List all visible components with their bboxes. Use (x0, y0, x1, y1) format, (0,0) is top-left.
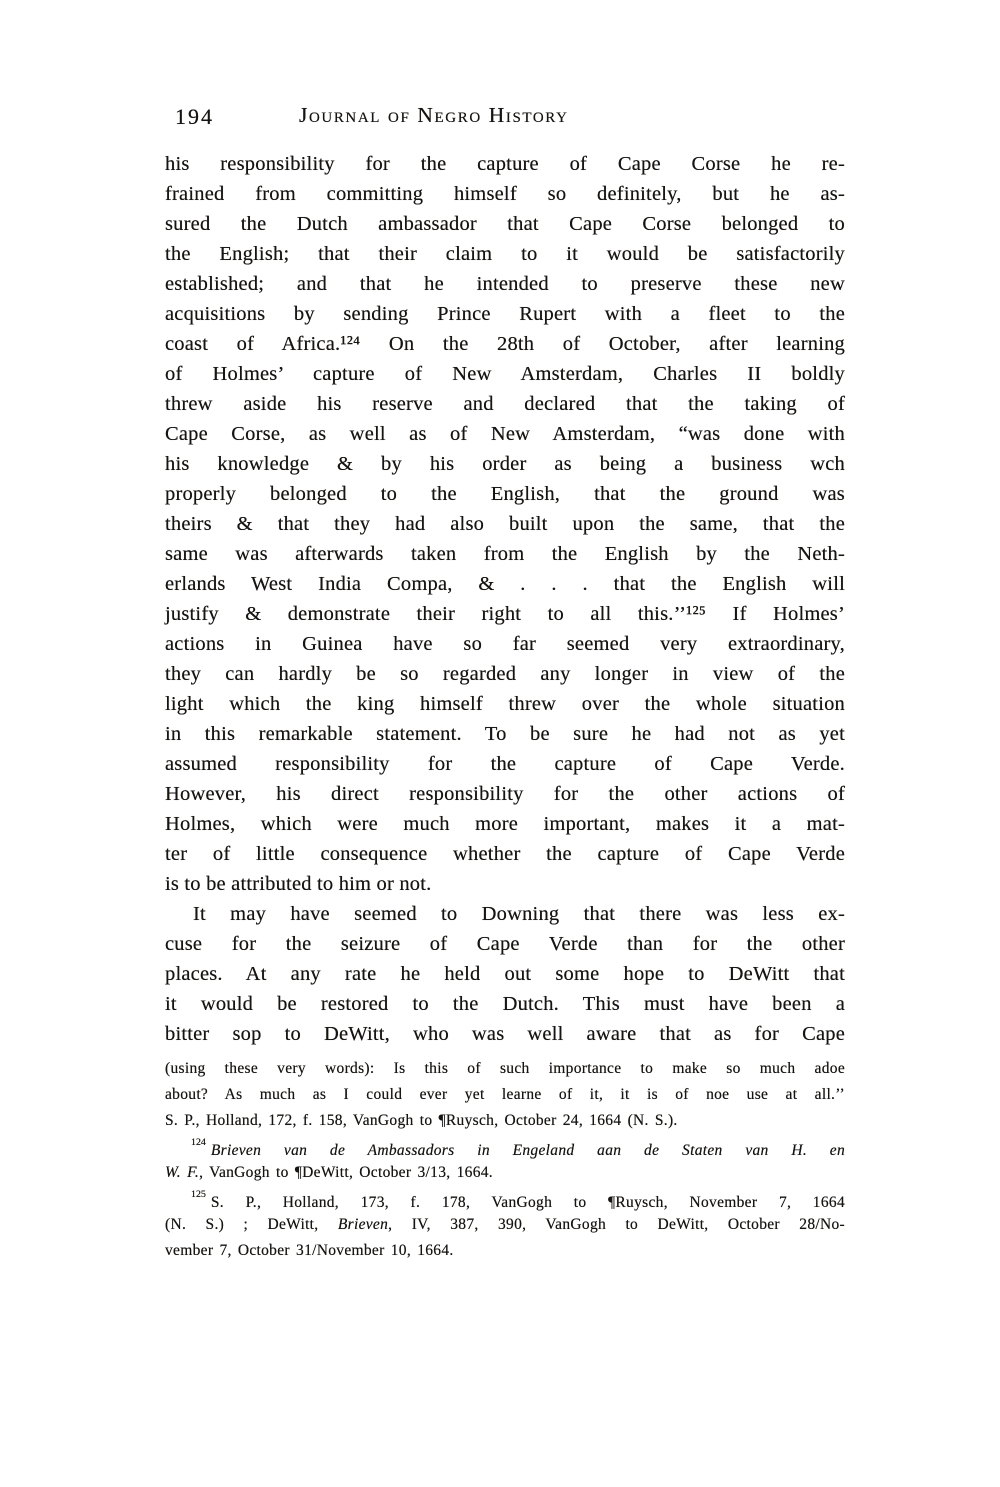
body-text-line: the English; that their claim to it would be satisfactorily (165, 243, 845, 265)
body-text-line: threw aside his reserve and declared that the taking of (165, 393, 845, 415)
body-text-line: coast of Africa.¹²⁴ On the 28th of October, after learning (165, 333, 845, 355)
page-header (0, 101, 1000, 135)
footnote-line (165, 1186, 845, 1212)
footnote-text: about? As much as I could ever yet learne of it, it is of noe use at all.’’ (165, 1086, 845, 1103)
body-text-line: same was afterwards taken from the English by the Neth- (165, 543, 845, 565)
body-text-line: of Holmes’ capture of New Amsterdam, Charles II boldly (165, 363, 845, 385)
body-text-line: light which the king himself threw over the whole situation (165, 693, 845, 715)
footnote-text-italic: Brieven van de Ambassadors in Engeland aan de Staten van H. en (210, 1142, 845, 1160)
body-text-line: his responsibility for the capture of Cape Corse he re- (165, 153, 845, 175)
body-text-line: It may have seemed to Downing that there was less ex- (193, 903, 845, 925)
body-text-line: is to be attributed to him or not. (165, 873, 432, 895)
body-text-line: Cape Corse, as well as of New Amsterdam, “was done with (165, 423, 845, 445)
footnote-text: S. P., Holland, 173, f. 178, VanGogh to ¶Ruysch, November 7, 1664 (210, 1194, 845, 1212)
body-text-line: bitter sop to DeWitt, who was well aware that as for Cape (165, 1023, 845, 1045)
footnote-line (165, 1082, 845, 1108)
body-text-line: places. At any rate he held out some hope to DeWitt that (165, 963, 845, 985)
footnote-marker-124: 124 (191, 1136, 206, 1148)
footnote-line (165, 1108, 845, 1134)
body-text-line: sured the Dutch ambassador that Cape Corse belonged to (165, 213, 845, 235)
footnote-text-italic: W. F. (165, 1164, 200, 1181)
body-text-line: theirs & that they had also built upon the same, that the (165, 513, 845, 535)
body-text-line: his knowledge & by his order as being a business wch (165, 453, 845, 475)
footnote-text-italic: Brieven (337, 1216, 389, 1233)
footnote-marker-125: 125 (191, 1188, 206, 1200)
body-text-line: in this remarkable statement. To be sure he had not as yet (165, 723, 845, 745)
footnote-text: S. P., Holland, 172, f. 158, VanGogh to ¶Ruysch, October 24, 1664 (N. S.). (165, 1112, 678, 1129)
body-text-line: established; and that he intended to preserve these new (165, 273, 845, 295)
footnotes (165, 1056, 845, 1264)
footnote-line (165, 1056, 845, 1082)
page-number: 194 (175, 104, 214, 129)
body-text (165, 149, 845, 1049)
footnote-line (165, 1212, 845, 1238)
body-text-line: erlands West India Compa, & . . . that the English will (165, 573, 845, 595)
body-text-line: assumed responsibility for the capture of Cape Verde. (165, 753, 845, 775)
body-text-line: acquisitions by sending Prince Rupert with a fleet to the (165, 303, 845, 325)
footnote-text: , IV, 387, 390, VanGogh to DeWitt, October 28/No- (388, 1216, 845, 1233)
footnote-text: vember 7, October 31/November 10, 1664. (165, 1242, 454, 1259)
body-text-line: However, his direct responsibility for the other actions of (165, 783, 845, 805)
body-text-line: it would be restored to the Dutch. This must have been a (165, 993, 845, 1015)
footnote-text: , VanGogh to ¶DeWitt, October 3/13, 1664. (199, 1164, 493, 1181)
footnote-line (165, 1134, 845, 1160)
footnote-line (165, 1160, 845, 1186)
body-text-line: cuse for the seizure of Cape Verde than for the other (165, 933, 845, 955)
body-text-line: Holmes, which were much more important, makes it a mat- (165, 813, 845, 835)
journal-title: Journal of Negro History (299, 103, 569, 127)
body-text-line: actions in Guinea have so far seemed very extraordinary, (165, 633, 845, 655)
footnote-text: (using these very words): Is this of such importance to make so much adoe (165, 1060, 845, 1077)
body-text-line: properly belonged to the English, that the ground was (165, 483, 845, 505)
body-text-line: ter of little consequence whether the capture of Cape Verde (165, 843, 845, 865)
body-text-line: frained from committing himself so definitely, but he as- (165, 183, 845, 205)
body-text-line: justify & demonstrate their right to all this.’’¹²⁵ If Holmes’ (165, 603, 845, 625)
body-text-line: they can hardly be so regarded any longer in view of the (165, 663, 845, 685)
footnote-text: (N. S.) ; DeWitt, (165, 1216, 338, 1233)
footnote-line (165, 1238, 845, 1264)
